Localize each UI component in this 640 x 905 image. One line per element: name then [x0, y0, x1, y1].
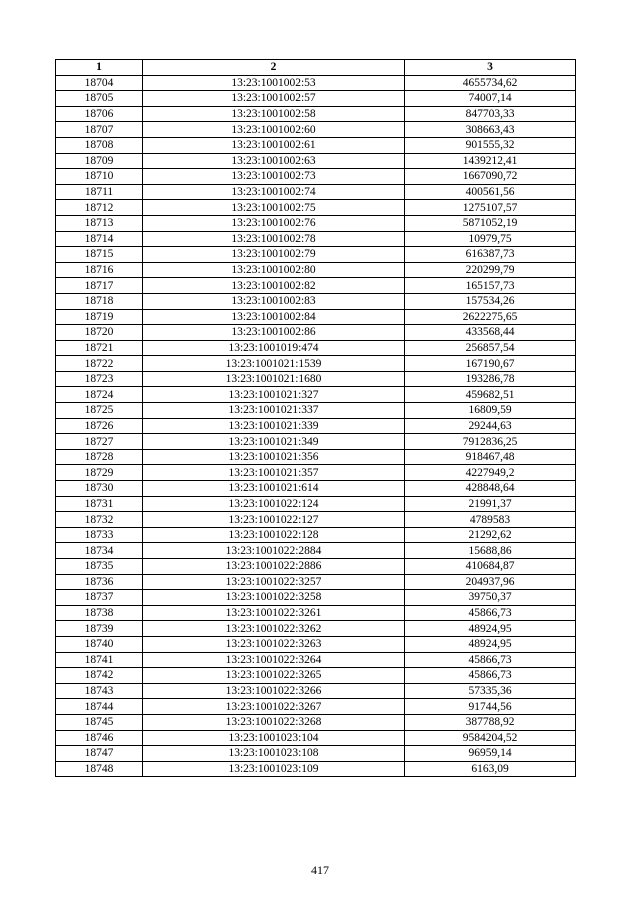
cadastral-number-cell: 13:23:1001021:349 [143, 434, 405, 450]
table-row [56, 231, 576, 247]
table-row [56, 699, 576, 715]
value-cell: 4227949,2 [405, 465, 576, 481]
value-cell: 48924,95 [405, 621, 576, 637]
value-cell: 616387,73 [405, 247, 576, 263]
cadastral-number-cell: 13:23:1001022:3257 [143, 574, 405, 590]
table-row [56, 574, 576, 590]
cadastral-number-cell: 13:23:1001022:2886 [143, 559, 405, 575]
row-number-cell: 18747 [56, 746, 143, 762]
cadastral-number-cell: 13:23:1001002:79 [143, 247, 405, 263]
cadastral-number-cell: 13:23:1001022:3265 [143, 668, 405, 684]
value-cell: 45866,73 [405, 605, 576, 621]
table-row [56, 605, 576, 621]
row-number-cell: 18705 [56, 91, 143, 107]
row-number-cell: 18706 [56, 106, 143, 122]
value-cell: 204937,96 [405, 574, 576, 590]
row-number-cell: 18722 [56, 356, 143, 372]
cadastral-number-cell: 13:23:1001023:104 [143, 730, 405, 746]
table-row [56, 278, 576, 294]
value-cell: 308663,43 [405, 122, 576, 138]
table-row [56, 153, 576, 169]
value-cell: 4655734,62 [405, 75, 576, 91]
value-cell: 1667090,72 [405, 169, 576, 185]
table-row [56, 75, 576, 91]
cadastral-number-cell: 13:23:1001002:82 [143, 278, 405, 294]
value-cell: 165157,73 [405, 278, 576, 294]
cadastral-number-cell: 13:23:1001021:327 [143, 387, 405, 403]
table-row [56, 683, 576, 699]
cadastral-number-cell: 13:23:1001022:127 [143, 512, 405, 528]
value-cell: 9584204,52 [405, 730, 576, 746]
cadastral-number-cell: 13:23:1001021:1680 [143, 371, 405, 387]
column-header-2: 2 [143, 60, 405, 76]
row-number-cell: 18715 [56, 247, 143, 263]
cadastral-number-cell: 13:23:1001002:80 [143, 262, 405, 278]
cadastral-number-cell: 13:23:1001022:2884 [143, 543, 405, 559]
value-cell: 21991,37 [405, 496, 576, 512]
row-number-cell: 18710 [56, 169, 143, 185]
value-cell: 45866,73 [405, 668, 576, 684]
row-number-cell: 18741 [56, 652, 143, 668]
cadastral-value-table [55, 59, 576, 777]
table-row [56, 340, 576, 356]
cadastral-number-cell: 13:23:1001002:78 [143, 231, 405, 247]
table-row [56, 449, 576, 465]
table-row [56, 761, 576, 777]
value-cell: 1275107,57 [405, 200, 576, 216]
table-row [56, 247, 576, 263]
value-cell: 901555,32 [405, 137, 576, 153]
cadastral-number-cell: 13:23:1001022:3262 [143, 621, 405, 637]
table-row [56, 730, 576, 746]
cadastral-number-cell: 13:23:1001002:75 [143, 200, 405, 216]
value-cell: 387788,92 [405, 714, 576, 730]
table-row [56, 512, 576, 528]
cadastral-number-cell: 13:23:1001002:76 [143, 215, 405, 231]
value-cell: 193286,78 [405, 371, 576, 387]
cadastral-number-cell: 13:23:1001022:3263 [143, 636, 405, 652]
table-row [56, 590, 576, 606]
table-row [56, 746, 576, 762]
value-cell: 918467,48 [405, 449, 576, 465]
column-header-3: 3 [405, 60, 576, 76]
value-cell: 7912836,25 [405, 434, 576, 450]
value-cell: 428848,64 [405, 481, 576, 497]
row-number-cell: 18723 [56, 371, 143, 387]
table-row [56, 668, 576, 684]
row-number-cell: 18711 [56, 184, 143, 200]
cadastral-number-cell: 13:23:1001022:124 [143, 496, 405, 512]
row-number-cell: 18712 [56, 200, 143, 216]
value-cell: 96959,14 [405, 746, 576, 762]
row-number-cell: 18720 [56, 325, 143, 341]
cadastral-number-cell: 13:23:1001019:474 [143, 340, 405, 356]
value-cell: 45866,73 [405, 652, 576, 668]
cadastral-number-cell: 13:23:1001021:1539 [143, 356, 405, 372]
table-row [56, 465, 576, 481]
row-number-cell: 18745 [56, 714, 143, 730]
table-row [56, 325, 576, 341]
row-number-cell: 18735 [56, 559, 143, 575]
table-header-row [56, 60, 576, 76]
cadastral-number-cell: 13:23:1001002:74 [143, 184, 405, 200]
table-row [56, 387, 576, 403]
value-cell: 48924,95 [405, 636, 576, 652]
cadastral-number-cell: 13:23:1001002:86 [143, 325, 405, 341]
row-number-cell: 18728 [56, 449, 143, 465]
row-number-cell: 18713 [56, 215, 143, 231]
table-row [56, 215, 576, 231]
row-number-cell: 18742 [56, 668, 143, 684]
value-cell: 400561,56 [405, 184, 576, 200]
row-number-cell: 18716 [56, 262, 143, 278]
table-row [56, 652, 576, 668]
cadastral-number-cell: 13:23:1001022:3266 [143, 683, 405, 699]
row-number-cell: 18737 [56, 590, 143, 606]
cadastral-number-cell: 13:23:1001022:3267 [143, 699, 405, 715]
table-row [56, 371, 576, 387]
value-cell: 21292,62 [405, 527, 576, 543]
cadastral-number-cell: 13:23:1001002:61 [143, 137, 405, 153]
cadastral-number-cell: 13:23:1001002:83 [143, 293, 405, 309]
table-row [56, 559, 576, 575]
table-row [56, 481, 576, 497]
table-row [56, 293, 576, 309]
value-cell: 74007,14 [405, 91, 576, 107]
table-row [56, 169, 576, 185]
row-number-cell: 18746 [56, 730, 143, 746]
value-cell: 91744,56 [405, 699, 576, 715]
value-cell: 157534,26 [405, 293, 576, 309]
row-number-cell: 18748 [56, 761, 143, 777]
row-number-cell: 18736 [56, 574, 143, 590]
value-cell: 4789583 [405, 512, 576, 528]
value-cell: 167190,67 [405, 356, 576, 372]
row-number-cell: 18717 [56, 278, 143, 294]
cadastral-number-cell: 13:23:1001023:109 [143, 761, 405, 777]
value-cell: 1439212,41 [405, 153, 576, 169]
table-row [56, 527, 576, 543]
value-cell: 2622275,65 [405, 309, 576, 325]
table-row [56, 621, 576, 637]
value-cell: 10979,75 [405, 231, 576, 247]
table-row [56, 403, 576, 419]
cadastral-number-cell: 13:23:1001021:337 [143, 403, 405, 419]
cadastral-number-cell: 13:23:1001002:63 [143, 153, 405, 169]
value-cell: 433568,44 [405, 325, 576, 341]
value-cell: 5871052,19 [405, 215, 576, 231]
cadastral-number-cell: 13:23:1001022:3258 [143, 590, 405, 606]
table-body [56, 75, 576, 777]
value-cell: 39750,37 [405, 590, 576, 606]
cadastral-number-cell: 13:23:1001002:73 [143, 169, 405, 185]
cadastral-number-cell: 13:23:1001022:128 [143, 527, 405, 543]
row-number-cell: 18707 [56, 122, 143, 138]
cadastral-number-cell: 13:23:1001023:108 [143, 746, 405, 762]
table-row [56, 356, 576, 372]
value-cell: 15688,86 [405, 543, 576, 559]
value-cell: 29244,63 [405, 418, 576, 434]
row-number-cell: 18738 [56, 605, 143, 621]
cadastral-number-cell: 13:23:1001002:57 [143, 91, 405, 107]
cadastral-number-cell: 13:23:1001021:357 [143, 465, 405, 481]
cadastral-number-cell: 13:23:1001002:58 [143, 106, 405, 122]
value-cell: 459682,51 [405, 387, 576, 403]
value-cell: 16809,59 [405, 403, 576, 419]
row-number-cell: 18704 [56, 75, 143, 91]
row-number-cell: 18721 [56, 340, 143, 356]
table-row [56, 636, 576, 652]
cadastral-number-cell: 13:23:1001002:53 [143, 75, 405, 91]
row-number-cell: 18729 [56, 465, 143, 481]
row-number-cell: 18740 [56, 636, 143, 652]
table-row [56, 91, 576, 107]
table-row [56, 714, 576, 730]
row-number-cell: 18732 [56, 512, 143, 528]
value-cell: 57335,36 [405, 683, 576, 699]
row-number-cell: 18739 [56, 621, 143, 637]
table-row [56, 496, 576, 512]
row-number-cell: 18734 [56, 543, 143, 559]
cadastral-number-cell: 13:23:1001002:60 [143, 122, 405, 138]
page-number: 417 [311, 863, 329, 877]
row-number-cell: 18709 [56, 153, 143, 169]
cadastral-number-cell: 13:23:1001022:3261 [143, 605, 405, 621]
table-row [56, 184, 576, 200]
row-number-cell: 18744 [56, 699, 143, 715]
row-number-cell: 18719 [56, 309, 143, 325]
value-cell: 847703,33 [405, 106, 576, 122]
value-cell: 410684,87 [405, 559, 576, 575]
table-row [56, 200, 576, 216]
cadastral-number-cell: 13:23:1001022:3268 [143, 714, 405, 730]
table-row [56, 418, 576, 434]
row-number-cell: 18724 [56, 387, 143, 403]
value-cell: 256857,54 [405, 340, 576, 356]
cadastral-number-cell: 13:23:1001021:356 [143, 449, 405, 465]
table-row [56, 543, 576, 559]
row-number-cell: 18718 [56, 293, 143, 309]
row-number-cell: 18730 [56, 481, 143, 497]
row-number-cell: 18733 [56, 527, 143, 543]
table-row [56, 137, 576, 153]
row-number-cell: 18731 [56, 496, 143, 512]
cadastral-number-cell: 13:23:1001002:84 [143, 309, 405, 325]
table-row [56, 106, 576, 122]
column-header-1: 1 [56, 60, 143, 76]
row-number-cell: 18725 [56, 403, 143, 419]
row-number-cell: 18726 [56, 418, 143, 434]
table-row [56, 434, 576, 450]
value-cell: 6163,09 [405, 761, 576, 777]
cadastral-number-cell: 13:23:1001021:339 [143, 418, 405, 434]
row-number-cell: 18727 [56, 434, 143, 450]
row-number-cell: 18743 [56, 683, 143, 699]
cadastral-number-cell: 13:23:1001022:3264 [143, 652, 405, 668]
table-row [56, 122, 576, 138]
row-number-cell: 18714 [56, 231, 143, 247]
table-row [56, 262, 576, 278]
cadastral-number-cell: 13:23:1001021:614 [143, 481, 405, 497]
row-number-cell: 18708 [56, 137, 143, 153]
value-cell: 220299,79 [405, 262, 576, 278]
table-row [56, 309, 576, 325]
